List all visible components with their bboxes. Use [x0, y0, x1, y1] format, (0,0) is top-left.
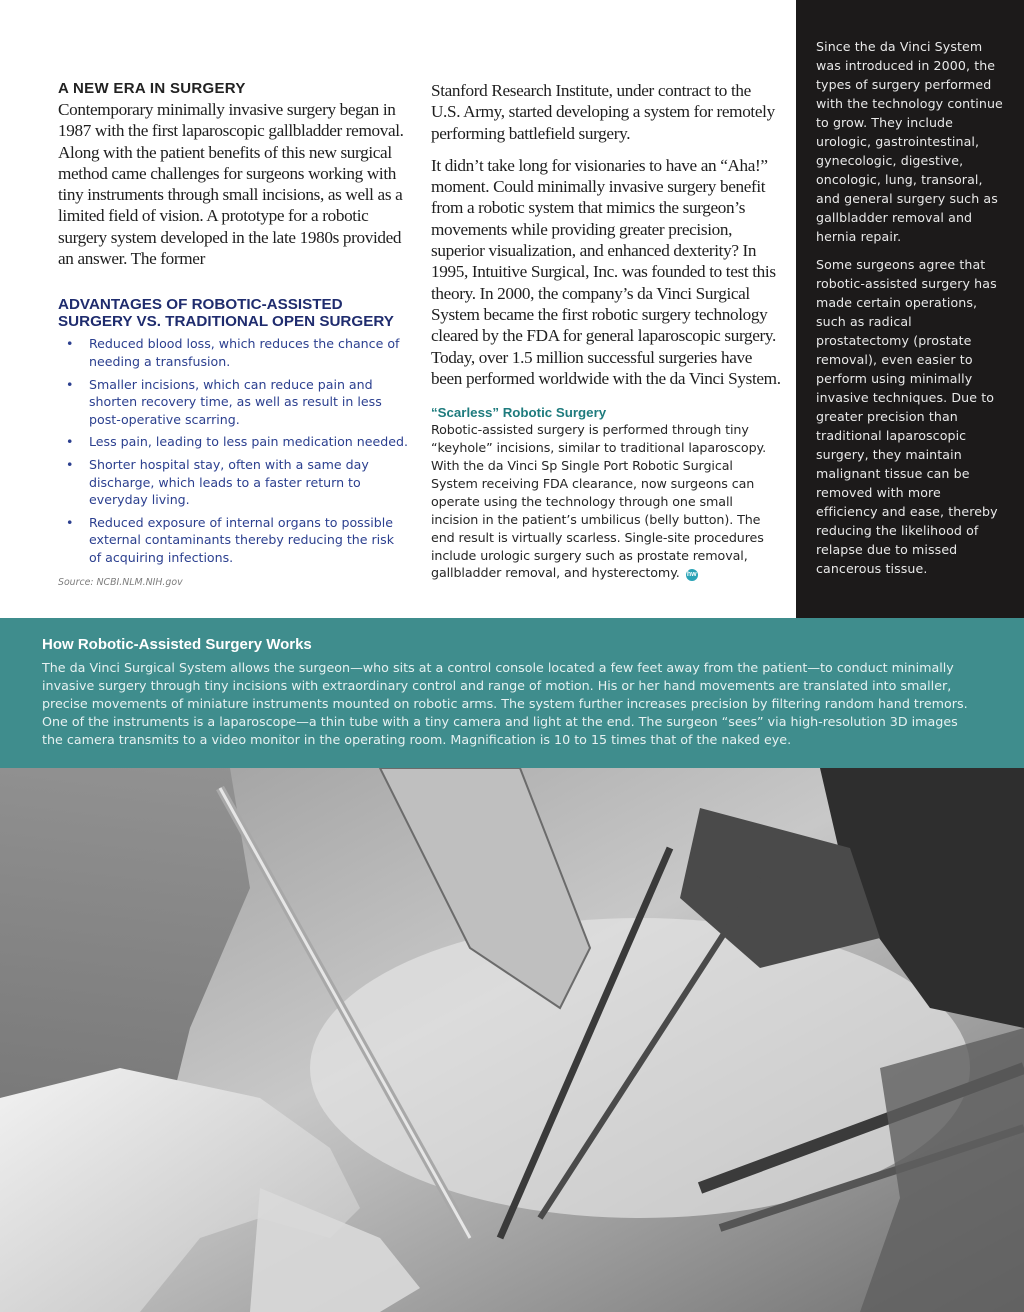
list-item-text: Reduced blood loss, which reduces the chance of needing a transfusion. — [89, 336, 400, 369]
band-title: How Robotic-Assisted Surgery Works — [42, 636, 312, 653]
list-item — [66, 335, 410, 370]
intro-paragraph: Contemporary minimally invasive surgery began in 1987 with the first laparoscopic gallbladder removal. Along with the patient benefits of this new surgical method came challenges for surgeons working with tiny instruments through small incisions, as well as a limited field of vision. A prototype for a robotic surgery system developed in the late 1980s provided an answer. The former — [58, 100, 404, 269]
scarless-text: Robotic-assisted surgery is performed through tiny “keyhole” incisions, similar to traditional laparoscopy. With the da Vinci Sp Single Port Robotic Surgical System receiving FDA clearance, now surgeons can operate using the technology through one small incision in the patient’s umbilicus (belly button). The end result is virtually scarless. Single-site procedures include urologic surgery such as prostate removal, gallbladder removal, and hysterectomy. — [431, 422, 767, 581]
list-item-text: Smaller incisions, which can reduce pain and shorten recovery time, as well as result in less post-operative scarring. — [89, 376, 382, 427]
advantages-list — [58, 335, 410, 566]
bullet-icon: • — [66, 434, 74, 450]
article-heading: A NEW ERA IN SURGERY — [58, 80, 246, 97]
list-item — [66, 433, 410, 451]
sidebar-paragraph-1: Since the da Vinci System was introduced in 2000, the types of surgery performed with the technology continue to grow. They include urologic, gastrointestinal, gynecologic, digestive, oncologic, lung, transoral, and general surgery such as gallbladder removal and hernia repair. — [816, 39, 1003, 244]
list-item-text: Less pain, leading to less pain medication needed. — [89, 434, 409, 450]
list-item-text: Reduced exposure of internal organs to possible external contaminants thereby reducing the risk of acquiring infections. — [89, 514, 395, 565]
list-item — [66, 514, 410, 567]
aha-paragraph: It didn’t take long for visionaries to have an “Aha!” moment. Could minimally invasive surgery benefit from a robotic system that mimics the surgeon’s movements while providing greater precision, superior visualization, and enhanced dexterity? In 1995, Intuitive Surgical, Inc. was founded to test this theory. In 2000, the company’s da Vinci Surgical System became the first robotic surgery technology cleared by the FDA for general laparoscopic surgery. Today, over 1.5 million successful surgeries have been performed worldwide with the da Vinci System. — [431, 155, 781, 388]
history-paragraph: Stanford Research Institute, under contract to the U.S. Army, started developing a system for remotely performing battlefield surgery. — [431, 81, 775, 143]
bullet-icon: • — [66, 376, 74, 392]
surgery-photo — [0, 768, 1024, 1312]
bullet-icon: • — [66, 456, 74, 472]
left-column — [58, 80, 410, 588]
source-credit: Source: NCBI.NLM.NIH.gov — [58, 576, 183, 588]
middle-column — [431, 80, 781, 582]
sidebar — [796, 0, 1024, 618]
list-item-text: Shorter hospital stay, often with a same day discharge, which leads to a faster return to everyday living. — [89, 456, 369, 508]
how-it-works-band — [0, 618, 1024, 768]
list-item — [66, 456, 410, 509]
scarless-paragraph — [431, 421, 781, 582]
robotic-surgery-image — [0, 768, 1024, 1312]
list-item — [66, 376, 410, 429]
bullet-icon: • — [66, 336, 74, 352]
end-mark-icon: hw — [686, 569, 698, 581]
scarless-heading: “Scarless” Robotic Surgery — [431, 405, 607, 421]
advantages-heading: ADVANTAGES OF ROBOTIC-ASSISTED SURGERY VS. TRADITIONAL OPEN SURGERY — [58, 296, 394, 331]
band-text: The da Vinci Surgical System allows the surgeon—who sits at a control console located a few feet away from the patient—to conduct minimally invasive surgery through tiny incisions with extraordinary control and range of motion. His or her hand movements are translated into smaller, precise movements of miniature instruments mounted on robotic arms. The system further increases precision by filtering random hand tremors. One of the instruments is a laparoscope—a thin tube with a tiny camera and light at the end. The surgeon “sees” via high-resolution 3D images the camera transmits to a video monitor in the operating room. Magnification is 10 to 15 times that of the naked eye. — [42, 660, 968, 747]
sidebar-paragraph-2: Some surgeons agree that robotic-assisted surgery has made certain operations, such as radical prostatectomy (prostate removal), even easier to perform using minimally invasive techniques. Due to greater precision than traditional laparoscopic surgery, they maintain malignant tissue can be removed with more efficiency and ease, thereby reducing the likelihood of relapse due to missed cancerous tissue. — [816, 257, 998, 576]
bullet-icon: • — [66, 514, 74, 530]
